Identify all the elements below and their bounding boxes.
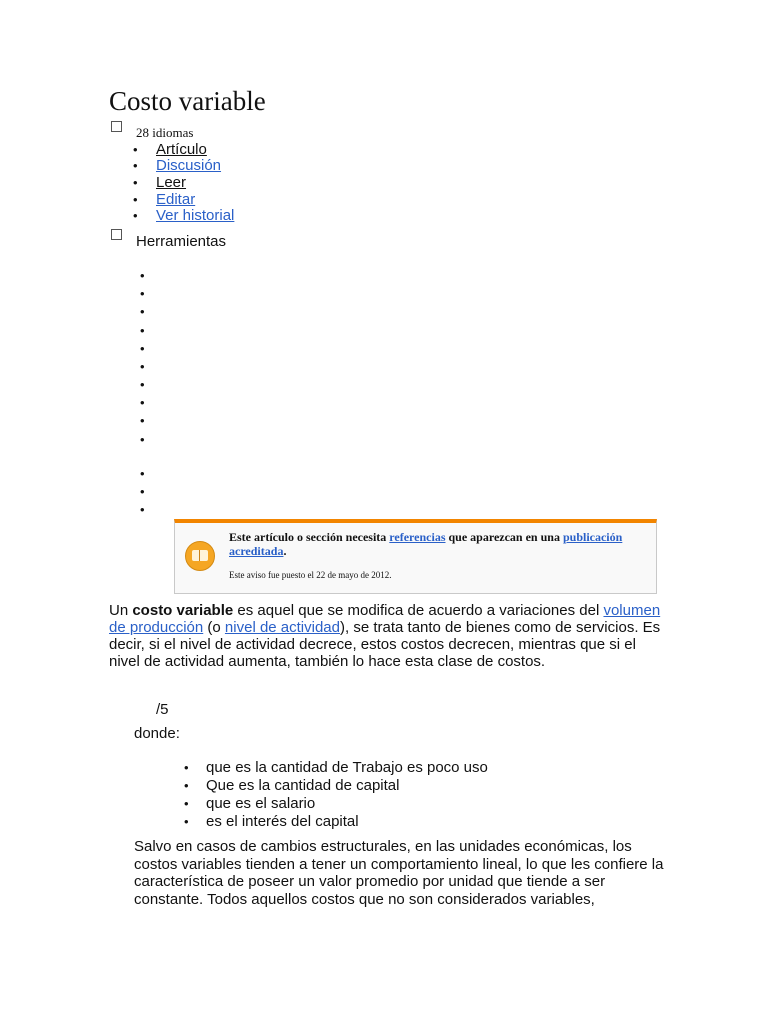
tools-list-item[interactable]: • [140,377,145,392]
tab-history-link[interactable]: Ver historial [156,207,235,224]
tab-discussion-link[interactable]: Discusión [156,157,222,174]
bold-term: costo variable [132,602,234,619]
page-title: Costo variable [109,86,266,116]
tools-list-item[interactable]: • [140,268,145,283]
tools-list-item[interactable]: • [140,395,145,410]
references-notice-box [174,519,657,594]
tools-list-item[interactable]: • [140,286,145,301]
notice-text-part: . [283,544,287,558]
tools-list-item[interactable]: • [140,432,145,447]
notice-message [229,530,639,558]
body-paragraph: Salvo en casos de cambios estructurales, en las unidades económicas, los costos variables tienden a tener un comportamiento lineal, lo que les confiere la característica de poseer un valor promedio por unidad que tiende a ser constante. Todos aquellos costos que no son considerados variables, [134,838,664,908]
tools-list-item[interactable]: • [140,359,145,374]
tab-discussion[interactable]: • Discusión [133,157,222,174]
tools-toggle-checkbox[interactable] [111,229,122,240]
list-item: • es el interés del capital [184,813,359,830]
tab-history[interactable]: • Ver historial [133,207,235,224]
tab-article[interactable]: • Artículo [133,141,207,158]
tools-list-item[interactable]: • [140,413,145,428]
notice-text-part: Este artículo o sección necesita [229,530,390,544]
tab-read[interactable]: • Leer [133,174,187,191]
list-item: • que es la cantidad de Trabajo es poco uso [184,759,488,776]
tab-article-label[interactable]: Artículo [156,141,207,158]
formula: /5 [156,701,169,718]
tab-read-label[interactable]: Leer [156,174,187,191]
notice-date: Este aviso fue puesto el 22 de mayo de 2012. [229,570,392,580]
references-link[interactable]: referencias [389,530,446,544]
tools-list-item[interactable]: • [140,341,145,356]
activity-level-link[interactable]: nivel de actividad [224,619,340,636]
notice-text-part: que aparezcan en una [445,530,563,544]
tab-edit-link[interactable]: Editar [156,191,196,208]
production-volume-link[interactable]: volumen de producción [109,602,661,636]
list-item: • Que es la cantidad de capital [184,777,400,794]
languages-button[interactable]: 28 idiomas [136,125,194,140]
accredited-publication-link[interactable]: publicación acreditada [229,530,623,558]
tools-list-item[interactable]: • [140,323,145,338]
tools-list-item[interactable]: • [140,304,145,319]
tools-list-item[interactable]: • [140,484,145,499]
intro-paragraph: Un costo variable es aquel que se modifica de acuerdo a variaciones del volumen de producción (o nivel de actividad), se trata tanto de bienes como de servicios. Es decir, si el nivel de actividad decrece, estos costos decrecen, mientras que si el nivel de actividad aumenta, también lo hace esta clase de costos. [109,602,661,670]
tools-list-item[interactable]: • [140,502,145,517]
book-icon [185,541,215,571]
list-item: • que es el salario [184,795,316,812]
tab-edit[interactable]: • Editar [133,191,196,208]
languages-toggle-checkbox[interactable] [111,121,122,132]
donde-label: donde: [134,725,180,742]
tools-menu-label[interactable]: Herramientas [136,233,227,250]
tools-list-item[interactable]: • [140,466,145,481]
